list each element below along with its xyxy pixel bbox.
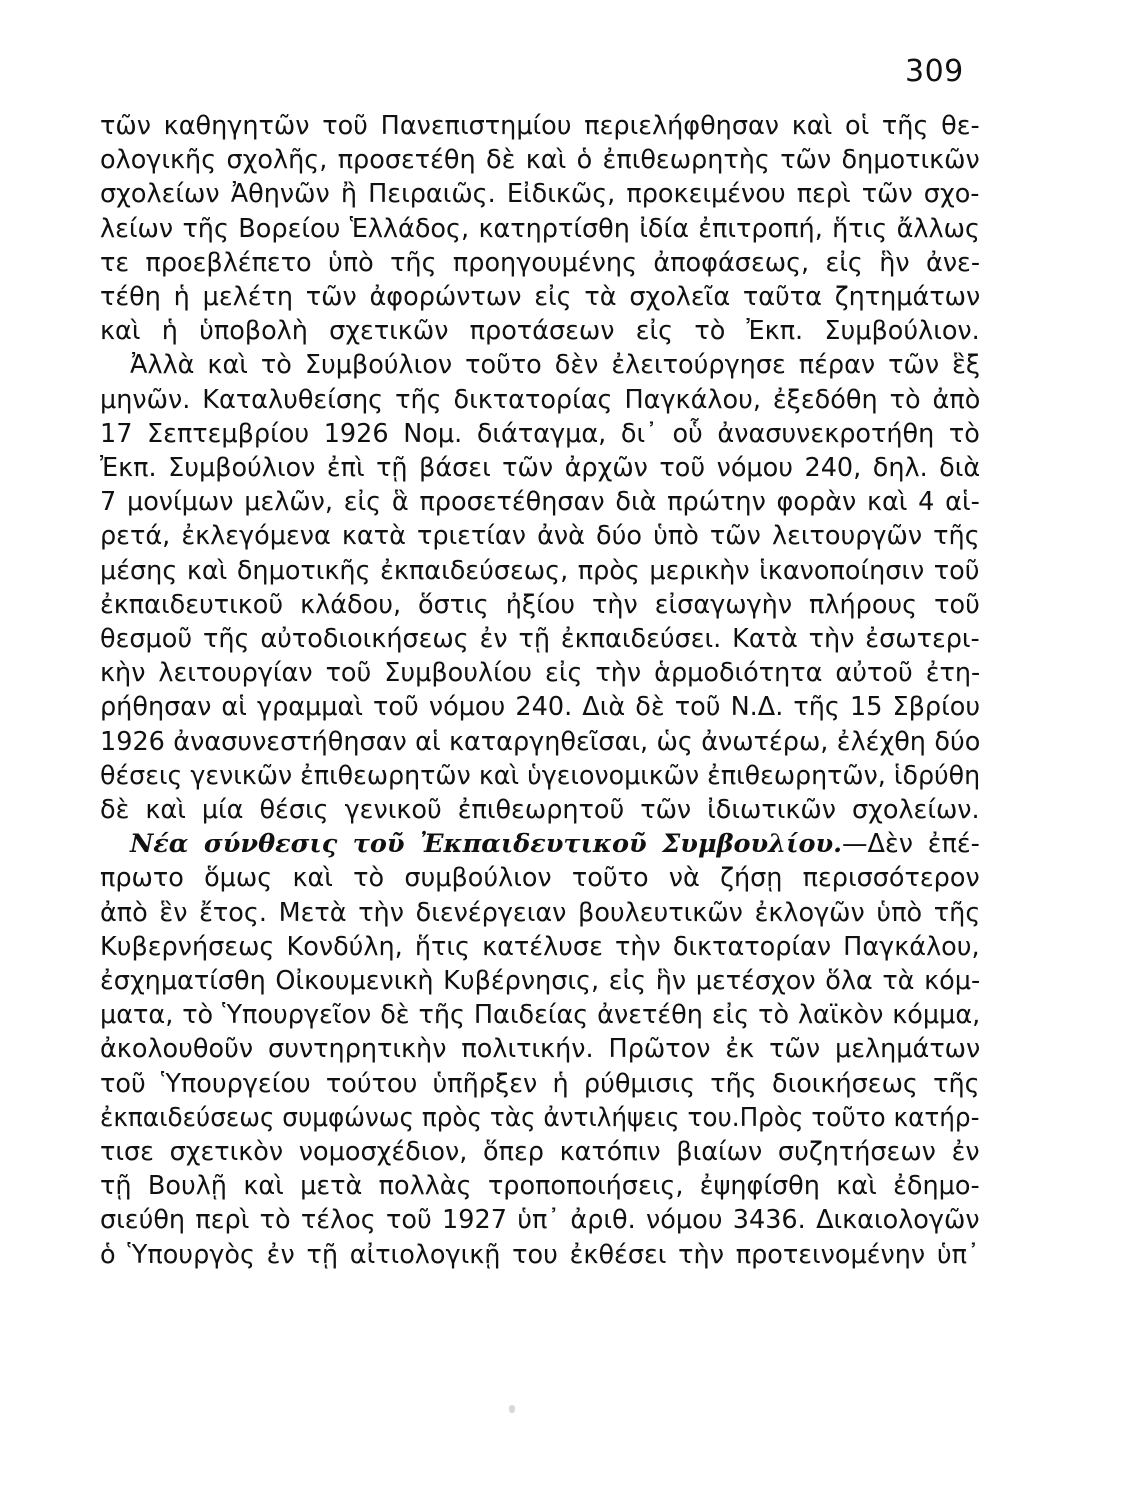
text-line: τοῦ Ὑπουργείου τούτου ὑπῆρξεν ἡ ρύθμισις τῆς διοικήσεως τῆς [100, 1068, 980, 1099]
section-heading-continuation: —Δὲν ἐπέ- [842, 829, 980, 860]
text-line: θεσμοῦ τῆς αὐτοδιοικήσεως ἐν τῇ ἐκπαιδεύσει. Κατὰ τὴν ἐσωτερι- [100, 624, 980, 654]
text-line: τισε σχετικὸν νομοσχέδιον, ὅπερ κατόπιν βιαίων συζητήσεων ἐν [100, 1137, 980, 1167]
text-line: ολογικῆς σχολῆς, προσετέθη δὲ καὶ ὁ ἐπιθεωρητὴς τῶν δημοτικῶν [100, 145, 980, 176]
text-line: μηνῶν. Καταλυθείσης τῆς δικτατορίας Παγκάλου, ἐξεδόθη τὸ ἀπὸ [100, 384, 981, 415]
text-line: ἐσχηματίσθη Οἰκουμενικὴ Κυβέρνησις, εἰς ἣν μετέσχον ὅλα τὰ κόμ- [100, 966, 981, 996]
text-line: τῶν καθηγητῶν τοῦ Πανεπιστημίου περιελήφθησαν καὶ οἱ τῆς θε- [100, 111, 980, 141]
text-line: ἀπὸ ἓν ἔτος. Μετὰ τὴν διενέργειαν βουλευτικῶν ἐκλογῶν ὑπὸ τῆς [100, 897, 981, 928]
text-line: τέθη ἡ μελέτη τῶν ἀφορώντων εἰς τὰ σχολεῖα ταῦτα ζητημάτων [100, 282, 981, 312]
text-line: ἐκπαιδεύσεως συμφώνως πρὸς τὰς ἀντιλήψεις του.Πρὸς τοῦτο κατήρ- [100, 1102, 980, 1133]
text-line: ματα, τὸ Ὑπουργεῖον δὲ τῆς Παιδείας ἀνετέθη εἰς τὸ λαϊκὸν κόμμα, [100, 1000, 981, 1031]
text-line: μέσης καὶ δημοτικῆς ἐκπαιδεύσεως, πρὸς μερικὴν ἱκανοποίησιν τοῦ [100, 555, 980, 586]
text-line: καὶ ἡ ὑποβολὴ σχετικῶν προτάσεων εἰς τὸ Ἐκπ. Συμβούλιον. [100, 316, 980, 347]
text-line: 1926 ἀνασυνεστήθησαν αἱ καταργηθεῖσαι, ὡς ἀνωτέρω, ἐλέχθη δύο [100, 726, 981, 757]
text-line: ρήθησαν αἱ γραμμαὶ τοῦ νόμου 240. Διὰ δὲ τοῦ Ν.Δ. τῆς 15 Σβρίου [100, 692, 981, 723]
text-line: ἐκπαιδευτικοῦ κλάδου, ὅστις ἠξίου τὴν εἰσαγωγὴν πλήρους τοῦ [100, 589, 980, 620]
text-line: δὲ καὶ μία θέσις γενικοῦ ἐπιθεωρητοῦ τῶν ἰδιωτικῶν σχολείων. [100, 795, 980, 825]
text-line: ὁ Ὑπουργὸς ἐν τῇ αἰτιολογικῇ του ἐκθέσει τὴν προτεινομένην ὑπ᾽ [100, 1239, 980, 1270]
text-line: θέσεις γενικῶν ἐπιθεωρητῶν καὶ ὑγειονομικῶν ἐπιθεωρητῶν, ἱδρύθη [100, 760, 981, 791]
text-line: πρωτο ὅμως καὶ τὸ συμβούλιον τοῦτο νὰ ζήσῃ περισσότερον [100, 863, 980, 894]
scan-speck [509, 1405, 515, 1413]
text-line: 17 Σεπτεμβρίου 1926 Νομ. διάταγμα, δι᾽ οὗ ἀνασυνεκροτήθη τὸ [100, 418, 980, 449]
section-heading: Νέα σύνθεσις τοῦ Ἐκπαιδευτικοῦ Συμβουλίου. [130, 829, 843, 860]
text-line: τῇ Βουλῇ καὶ μετὰ πολλὰς τροποποιήσεις, ἐψηφίσθη καὶ ἐδημο- [100, 1171, 980, 1202]
text-line: κὴν λειτουργίαν τοῦ Συμβουλίου εἰς τὴν ἁρμοδιότητα αὐτοῦ ἐτη- [100, 658, 981, 689]
text-line: Κυβερνήσεως Κονδύλη, ἥτις κατέλυσε τὴν δικτατορίαν Παγκάλου, [100, 931, 980, 962]
text-line: ἀκολουθοῦν συντηρητικὴν πολιτικήν. Πρῶτον ἐκ τῶν μελημάτων [100, 1034, 981, 1065]
paragraph-first-line: Ἀλλὰ καὶ τὸ Συμβούλιον τοῦτο δὲν ἐλειτούργησε πέραν τῶν ἓξ [130, 350, 981, 381]
text-line: ρετά, ἐκλεγόμενα κατὰ τριετίαν ἀνὰ δύο ὑπὸ τῶν λειτουργῶν τῆς [100, 521, 980, 552]
text-line: σιεύθη περὶ τὸ τέλος τοῦ 1927 ὑπ᾽ ἀριθ. νόμου 3436. Δικαιολογῶν [100, 1205, 980, 1236]
text-line: Ἐκπ. Συμβούλιον ἐπὶ τῇ βάσει τῶν ἀρχῶν τοῦ νόμου 240, δηλ. διὰ [100, 453, 981, 483]
text-line: 7 μονίμων μελῶν, εἰς ἃ προσετέθησαν διὰ πρώτην φορὰν καὶ 4 αἱ- [100, 487, 980, 518]
text-line: τε προεβλέπετο ὑπὸ τῆς προηγουμένης ἀποφάσεως, εἰς ἣν ἀνε- [100, 247, 981, 278]
text-line: λείων τῆς Βορείου Ἑλλάδος, κατηρτίσθη ἰδία ἐπιτροπή, ἥτις ἄλλως [100, 213, 980, 244]
section-heading-line [130, 828, 980, 860]
text-line: σχολείων Ἀθηνῶν ἢ Πειραιῶς. Εἰδικῶς, προκειμένου περὶ τῶν σχο- [100, 179, 980, 210]
page-number: 309 [905, 54, 964, 89]
